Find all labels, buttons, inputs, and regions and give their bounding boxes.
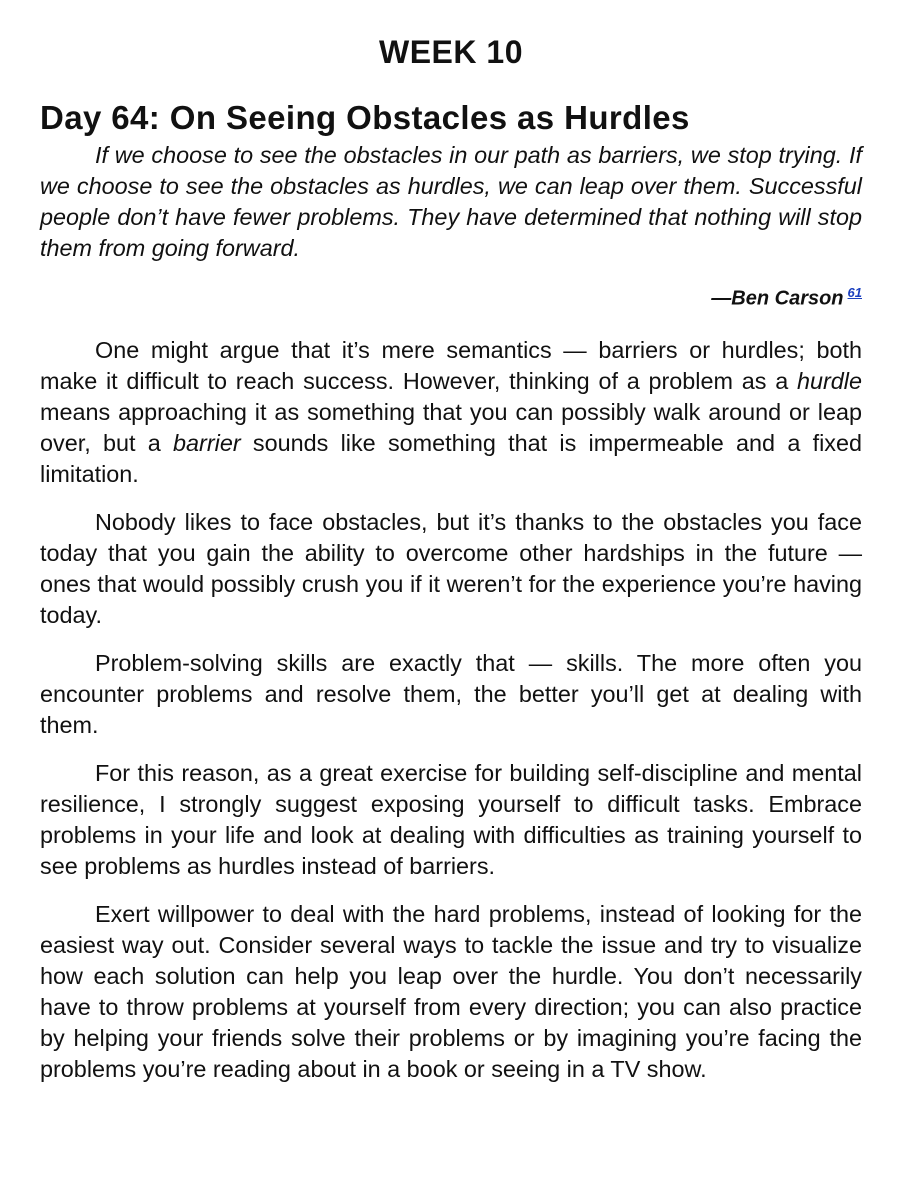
emphasis-barrier: barrier — [173, 429, 241, 456]
book-page — [40, 30, 862, 1085]
epigraph-quote: If we choose to see the obstacles in our path as barriers, we stop trying. If we choose to see the obstacles as hurdles, we can leap over them. Successful people don’t have fewer problems. They have determined that nothing will stop them from going forward. — [40, 142, 862, 261]
day-title: Day 64: On Seeing Obstacles as Hurdles — [40, 99, 690, 136]
body-paragraph-5: Exert willpower to deal with the hard problems, instead of looking for the easiest way out. Consider several ways to tackle the issue and try to visualize how each solution can help you leap over the hurdle. You don’t necessarily have to throw problems at yourself from every direction; you can also practice by helping your friends solve their problems or by imagining you’re facing the problems you’re reading about in a book or seeing in a TV show. — [40, 900, 862, 1082]
attribution-author: —Ben Carson — [711, 287, 844, 310]
paragraph-1-part-b: means approaching it as something that you can possibly walk around or leap over, but a — [40, 398, 862, 456]
week-heading: WEEK 10 — [379, 34, 523, 70]
body-paragraph-2: Nobody likes to face obstacles, but it’s thanks to the obstacles you face today that you gain the ability to overcome other hardships in the future — ones that would possibly crush you if it weren’t for the experience you’re having today. — [40, 508, 862, 628]
body-paragraph-1 — [40, 335, 862, 490]
body-paragraph-4: For this reason, as a great exercise for building self-discipline and mental resilience, I strongly suggest exposing yourself to difficult tasks. Embrace problems in your life and look at dealing with difficulties as training yourself to see problems as hurdles instead of barriers. — [40, 759, 862, 879]
emphasis-hurdle: hurdle — [796, 367, 862, 394]
body-paragraph-3: Problem-solving skills are exactly that — skills. The more often you encounter problems and resolve them, the better you’ll get at dealing with them. — [40, 649, 862, 738]
footnote-link[interactable]: 61 — [847, 285, 862, 300]
paragraph-1-part-c: sounds like something that is impermeable and a fixed limitation. — [40, 429, 862, 487]
paragraph-1-part-a: One might argue that it’s mere semantics — barriers or hurdles; both make it difficult to reach success. However, thinking of a problem as a — [40, 336, 862, 394]
quote-attribution — [40, 279, 862, 313]
